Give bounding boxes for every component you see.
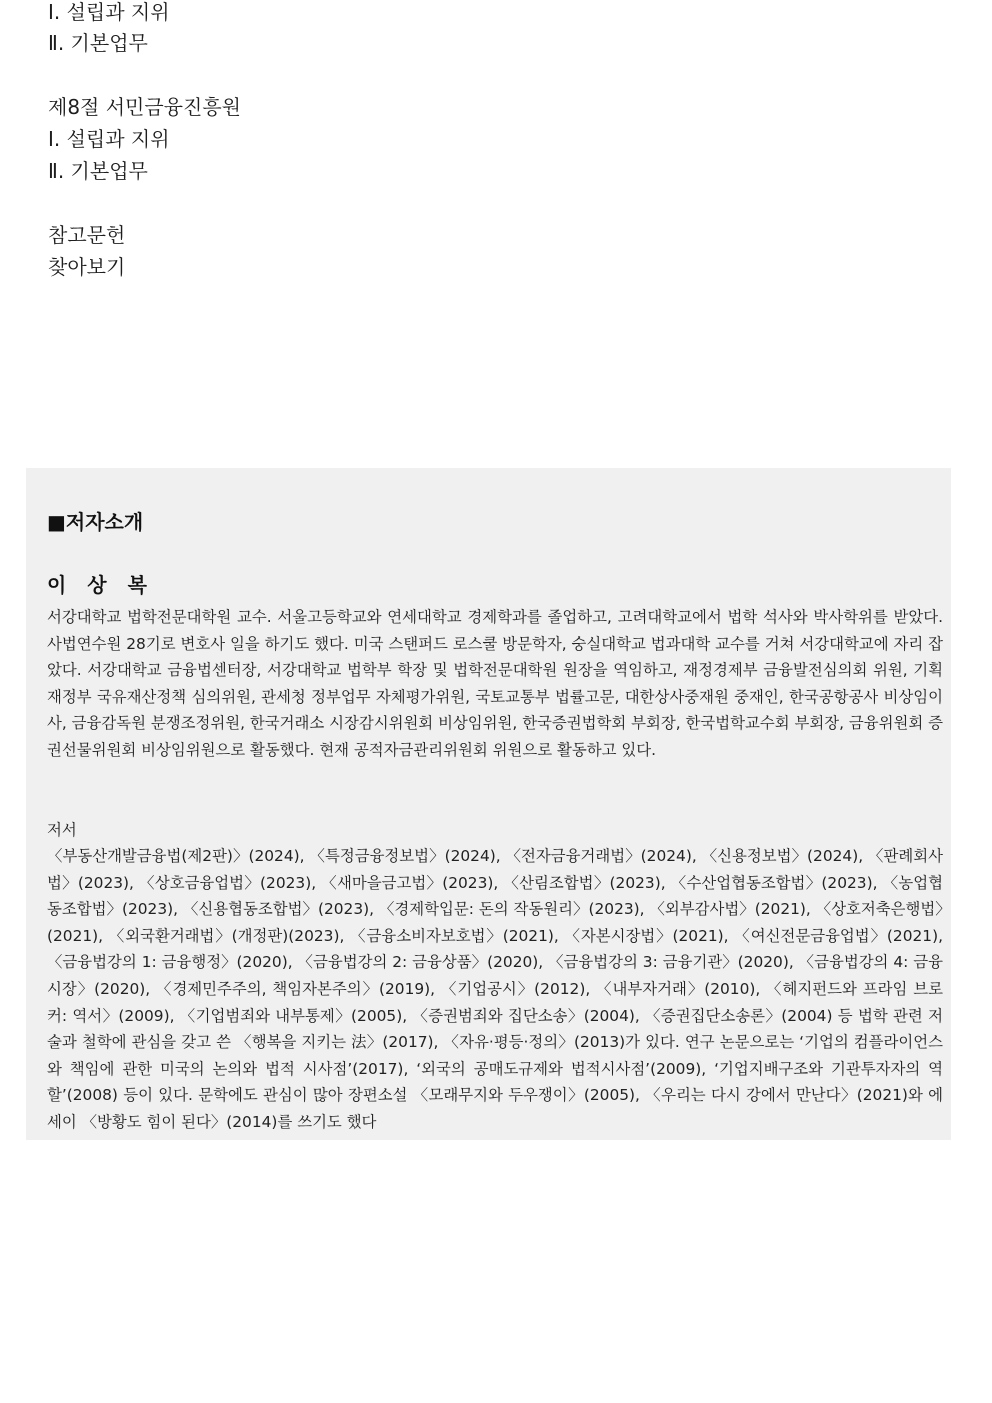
author-bio: 서강대학교 법학전문대학원 교수. 서울고등학교와 연세대학교 경제학과를 졸업하고, 고려대학교에서 법학 석사와 박사학위를 받았다. 사법연수원 28기로 변호사 일을 하기도 했다. 미국 스탠퍼드 로스쿨 방문학자, 숭실대학교 법과대학 교수를 거쳐 서강대학교에 자리 잡았다. 서강대학교 금융법센터장, 서강대학교 법학부 학장 및 법학전문대학원 원장을 역임하고, 재정경제부 금융발전심의회 위원, 기획재정부 국유재산정책 심의위원, 관세청 정부업무 자체평가위원, 국토교통부 법률고문, 대한상사중재원 중재인, 한국공항공사 비상임이사, 금융감독원 분쟁조정위원, 한국거래소 시장감시위원회 비상임위원, 한국증권법학회 부회장, 한국법학교수회 부회장, 금융위원회 증권선물위원회 비상임위원으로 활동했다. 현재 공적자금관리위원회 위원으로 활동하고 있다. (47, 608, 943, 759)
author-name: 이 상 복 (47, 573, 154, 597)
toc-references: 참고문헌 (48, 223, 126, 247)
toc-item: Ⅱ. 기본업무 (48, 31, 148, 55)
works-label: 저서 (47, 821, 77, 839)
toc-item: Ⅰ. 설립과 지위 (48, 127, 170, 151)
toc-item: Ⅱ. 기본업무 (48, 159, 148, 183)
toc-item: Ⅰ. 설립과 지위 (48, 0, 170, 24)
toc-index: 찾아보기 (48, 255, 126, 279)
toc-section-heading: 제8절 서민금융진흥원 (48, 95, 241, 119)
author-introduction-box (26, 468, 951, 1140)
works-list: 〈부동산개발금융법(제2판)〉(2024), 〈특정금융정보법〉(2024), 〈전자금융거래법〉(2024), 〈신용정보법〉(2024), 〈판례회사법〉(2023), 〈상호금융업법〉(2023), 〈새마을금고법〉(2023), 〈산림조합법〉(2023), 〈수산업협동조합법〉(2023), 〈농업협동조합법〉(2023), 〈신용협동조합법〉(2023), 〈경제학입문: 돈의 작동원리〉(2023), 〈외부감사법〉(2021), 〈상호저축은행법〉(2021), 〈외국환거래법〉(개정판)(2023), 〈금융소비자보호법〉(2021), 〈자본시장법〉(2021), 〈여신전문금융업법〉(2021), 〈금융법강의 1: 금융행정〉(2020), 〈금융법강의 2: 금융상품〉(2020), 〈금융법강의 3: 금융기관〉(2020), 〈금융법강의 4: 금융시장〉(2020), 〈경제민주주의, 책임자본주의〉(2019), 〈기업공시〉(2012), 〈내부자거래〉(2010), 〈헤지펀드와 프라임 브로커: 역서〉(2009), 〈기업범죄와 내부통제〉(2005), 〈증권범죄와 집단소송〉(2004), 〈증권집단소송론〉(2004) 등 법학 관련 저술과 철학에 관심을 갖고 쓴 〈행복을 지키는 法〉(2017), 〈자유·평등·정의〉(2013)가 있다. 연구 논문으로는 ‘기업의 컴플라이언스와 책임에 관한 미국의 논의와 법적 시사점’(2017), ‘외국의 공매도규제와 법적시사점’(2009), ‘기업지배구조와 기관투자자의 역할’(2008) 등이 있다. 문학에도 관심이 많아 장편소설 〈모래무지와 두우쟁이〉(2005), 〈우리는 다시 강에서 만난다〉(2021)와 에세이 〈방황도 힘이 된다〉(2014)를 쓰기도 했다 (47, 847, 943, 1131)
author-section-heading: ■저자소개 (47, 510, 144, 534)
